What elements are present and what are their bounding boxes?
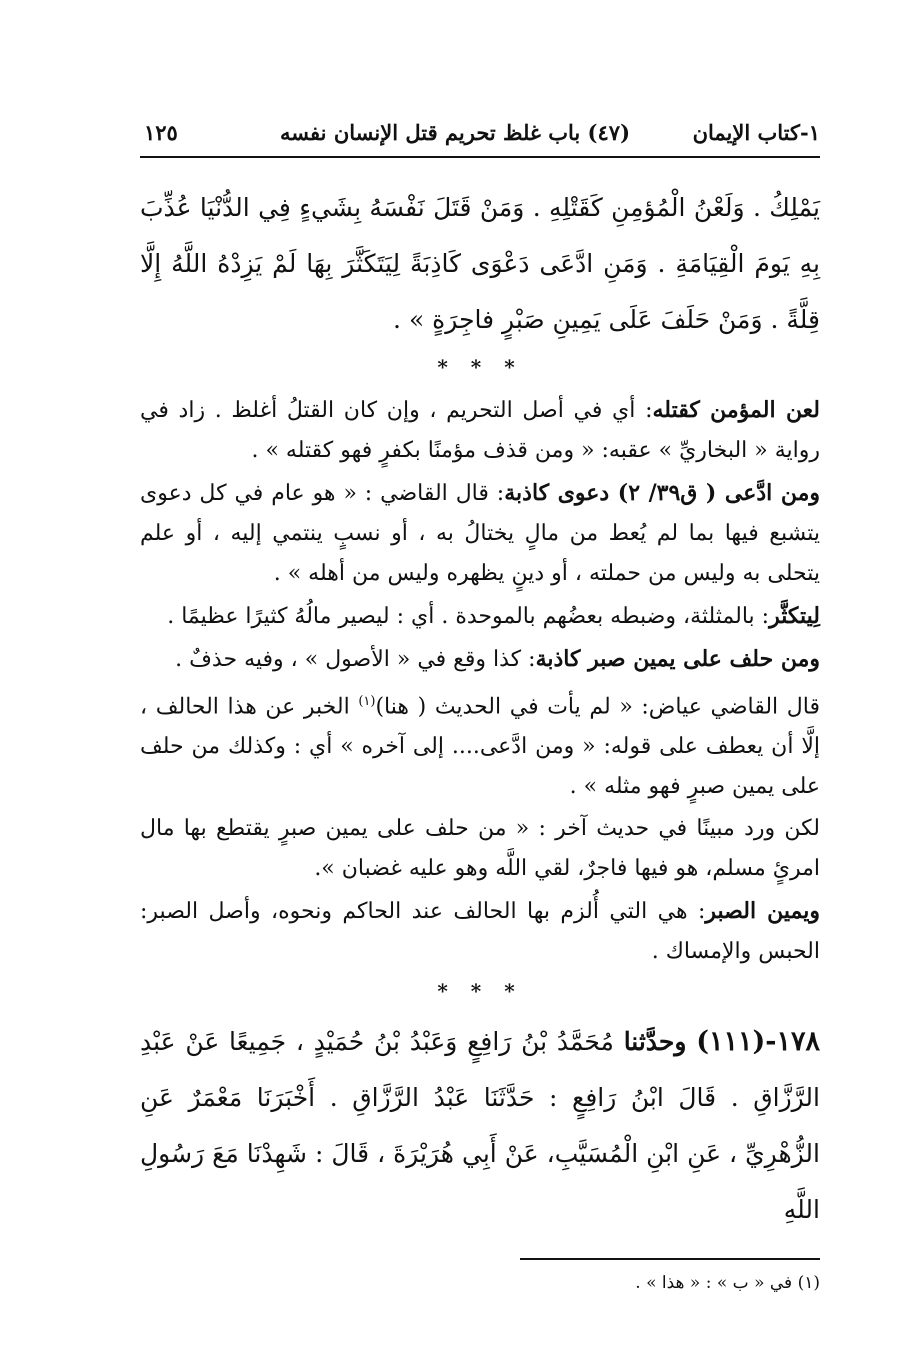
commentary-term: ومن ادَّعى ( ق٣٩/ ٢) دعوى كاذبة	[504, 480, 820, 506]
narration-intro: وحدَّثنا	[623, 1027, 687, 1057]
commentary-text: : هي التي أُلزم بها الحالف عند الحاكم ونحوه، وأصل الصبر: الحبس والإمساك .	[140, 899, 820, 965]
header-rule	[140, 156, 820, 158]
commentary-paragraph	[140, 682, 820, 807]
commentary-paragraph	[140, 891, 820, 972]
hadith-chain: مُحَمَّدُ بْنُ رَافِعٍ وَعَبْدُ بْنُ حُمَيْدٍ ، جَمِيعًا عَنْ عَبْدِ الرَّزَّاقِ . قَالَ ابْنُ رَافِعٍ : حَدَّثَنَا عَبْدُ الرَّزَّاقِ . أَخْبَرَنَا مَعْمَرٌ عَنِ الزُّهْرِيِّ ، عَنِ ابْنِ الْمُسَيَّبِ، عَنْ أَبِي هُرَيْرَةَ ، قَالَ : شَهِدْنَا مَعَ رَسُولِ اللَّهِ	[140, 1027, 820, 1225]
footnote-rule	[520, 1258, 820, 1260]
commentary-text: لكن ورد مبينًا في حديث آخر : « من حلف على يمين صبرٍ يقتطع بها مال امرئٍ مسلم، هو فيها فاجرٌ، لقي اللَّه وهو عليه غضبان ».	[140, 816, 820, 882]
commentary-term: لعن المؤمن كقتله	[652, 397, 821, 423]
commentary-text: : بالمثلثة، وضبطه بعضُهم بالموحدة . أي : ليصير مالُهُ كثيرًا عظيمًا .	[167, 604, 770, 629]
commentary-paragraph	[140, 596, 820, 637]
commentary-paragraph	[140, 390, 820, 471]
section-separator: * * *	[437, 355, 523, 379]
commentary-text: : قال القاضي : « هو عام في كل دعوى يتشبع فيها بما لم يُعط من مالٍ يختالُ به ، أو نسبٍ ينتمي إليه ، أو علم يتحلى به وليس من حملته ، أو دينٍ يظهره وليس من أهله » .	[140, 481, 820, 586]
commentary-text: : أي في أصل التحريم ، وإن كان القتلُ أغلظ . زاد في رواية « البخاريِّ » عقبه: « ومن قذف مؤمنًا بكفرٍ فهو كقتله » .	[140, 398, 820, 463]
hadith-text-top: يَمْلِكُ . وَلَعْنُ الْمُؤمِنِ كَقَتْلِهِ . وَمَنْ قَتَلَ نَفْسَهُ بِشَيءٍ فِي الدُّنْيَا عُذِّبَ بِهِ يَومَ الْقِيَامَةِ . وَمَنِ ادَّعَى دَعْوَى كَاذِبَةً لِيَتَكَثَّرَ بِهَا لَمْ يَزِدْهُ اللَّهُ إِلَّا قِلَّةً . وَمَنْ حَلَفَ عَلَى يَمِينِ صَبْرٍ فاجِرَةٍ » .	[140, 193, 820, 334]
hadith-number: ١٧٨-(١١١)	[696, 1026, 821, 1058]
footnote: (١) في « ب » : « هذا » .	[635, 1273, 820, 1294]
hadith-text-bottom	[140, 1014, 820, 1238]
commentary-paragraph	[140, 639, 820, 680]
commentary-paragraph	[140, 473, 820, 594]
commentary-text-continued: الخبر عن هذا الحالف ، إلَّا أن يعطف على قوله: « ومن ادَّعى.... إلى آخره » أي : وكذلك من حلف على يمين صبرٍ فهو مثله » .	[140, 694, 820, 800]
commentary-text: قال القاضي عياض: « لم يأت في الحديث ( هنا)	[375, 694, 820, 720]
running-head	[140, 110, 820, 156]
commentary-paragraph	[140, 809, 820, 889]
chapter-title: ١-كتاب الإيمان	[692, 120, 820, 145]
book-page	[140, 110, 820, 1296]
section-separator: * * *	[437, 979, 523, 1004]
page-number: ١٢٥	[144, 120, 178, 145]
section-title: (٤٧) باب غلظ تحريم قتل الإنسان نفسه	[280, 120, 630, 145]
footnote-marker[interactable]: (١)	[358, 694, 376, 709]
commentary-term: لِيتكثَّر	[769, 603, 820, 629]
commentary-term: ويمين الصبر	[705, 898, 821, 925]
commentary	[140, 390, 820, 972]
commentary-text: : كذا وقع في « الأصول » ، وفيه حذفٌ .	[175, 647, 536, 672]
commentary-term: ومن حلف على يمين صبر كاذبة	[535, 646, 820, 672]
